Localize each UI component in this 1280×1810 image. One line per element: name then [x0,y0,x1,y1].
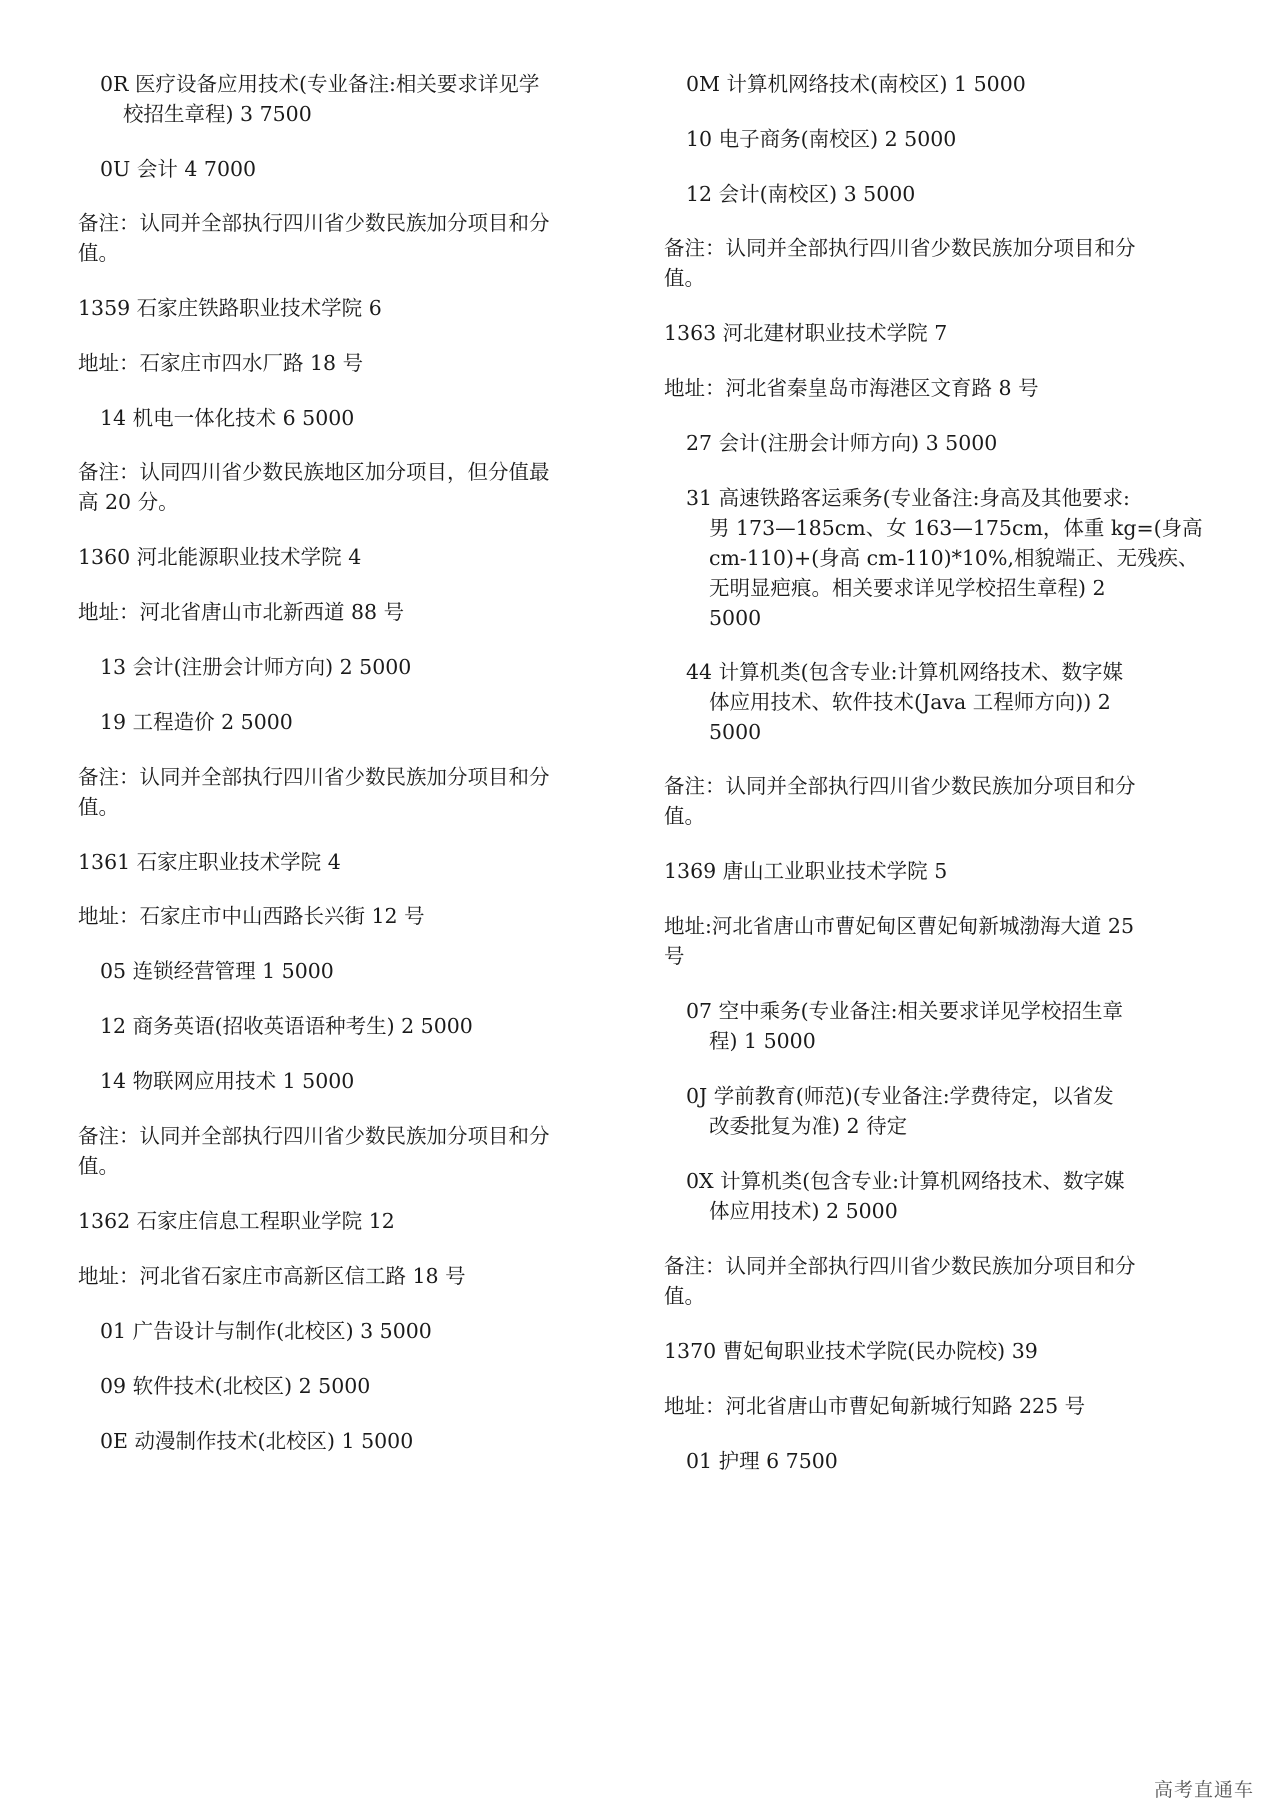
text-line: 值。 [664,266,705,290]
major-entry-line: 0R 医疗设备应用技术(专业备注:相关要求详见学 [100,72,540,96]
text-line: 1361 石家庄职业技术学院 4 [78,850,341,874]
continuation-line: 5000 [709,606,762,630]
text-line: 地址：石家庄市四水厂路 18 号 [78,351,364,375]
text-line: 1370 曹妃甸职业技术学院(民办院校) 39 [664,1339,1038,1363]
continuation-line: 改委批复为准) 2 待定 [709,1114,908,1138]
text-line: 地址：河北省唐山市曹妃甸新城行知路 225 号 [664,1394,1086,1418]
major-entry-line: 10 电子商务(南校区) 2 5000 [686,127,957,151]
text-line: 备注：认同并全部执行四川省少数民族加分项目和分 [664,774,1136,798]
text-line: 备注：认同并全部执行四川省少数民族加分项目和分 [664,1254,1136,1278]
major-entry-line: 01 广告设计与制作(北校区) 3 5000 [100,1319,432,1343]
text-line: 值。 [78,795,119,819]
major-entry-line: 0E 动漫制作技术(北校区) 1 5000 [100,1429,414,1453]
text-line: 高 20 分。 [78,490,179,514]
continuation-line: 男 173—185cm、女 163—175cm，体重 kg=(身高 [709,516,1203,540]
major-entry-line: 12 商务英语(招收英语语种考生) 2 5000 [100,1014,473,1038]
text-line: 1359 石家庄铁路职业技术学院 6 [78,296,382,320]
text-line: 1360 河北能源职业技术学院 4 [78,545,362,569]
text-line: 备注：认同并全部执行四川省少数民族加分项目和分 [664,236,1136,260]
text-line: 备注：认同并全部执行四川省少数民族加分项目和分 [78,1124,550,1148]
major-entry-line: 19 工程造价 2 5000 [100,710,293,734]
major-entry-line: 0M 计算机网络技术(南校区) 1 5000 [686,72,1026,96]
major-entry-line: 14 物联网应用技术 1 5000 [100,1069,355,1093]
continuation-line: cm-110)+(身高 cm-110)*10%,相貌端正、无残疾、 [709,546,1199,570]
continuation-line: 校招生章程) 3 7500 [123,102,312,126]
text-line: 地址：石家庄市中山西路长兴街 12 号 [78,904,425,928]
text-line: 值。 [78,1154,119,1178]
major-entry-line: 13 会计(注册会计师方向) 2 5000 [100,655,412,679]
text-line: 1369 唐山工业职业技术学院 5 [664,859,948,883]
text-line: 1363 河北建材职业技术学院 7 [664,321,948,345]
text-line: 地址：河北省秦皇岛市海港区文育路 8 号 [664,376,1039,400]
major-entry-line: 44 计算机类(包含专业:计算机网络技术、数字媒 [686,660,1124,684]
continuation-line: 体应用技术) 2 5000 [709,1199,898,1223]
text-line: 备注：认同四川省少数民族地区加分项目，但分值最 [78,460,550,484]
major-entry-line: 31 高速铁路客运乘务(专业备注:身高及其他要求: [686,486,1130,510]
major-entry-line: 07 空中乘务(专业备注:相关要求详见学校招生章 [686,999,1124,1023]
major-entry-line: 0X 计算机类(包含专业:计算机网络技术、数字媒 [686,1169,1125,1193]
major-entry-line: 01 护理 6 7500 [686,1449,838,1473]
major-entry-line: 05 连锁经营管理 1 5000 [100,959,334,983]
text-line: 值。 [664,1284,705,1308]
watermark: 高考直通车 [1153,1779,1254,1801]
major-entry-line: 14 机电一体化技术 6 5000 [100,406,355,430]
text-line: 地址：河北省唐山市北新西道 88 号 [78,600,405,624]
major-entry-line: 0J 学前教育(师范)(专业备注:学费待定，以省发 [686,1084,1114,1108]
text-line: 值。 [78,241,119,265]
major-entry-line: 12 会计(南校区) 3 5000 [686,182,916,206]
continuation-line: 程) 1 5000 [709,1029,816,1053]
continuation-line: 5000 [709,720,762,744]
continuation-line: 体应用技术、软件技术(Java 工程师方向)) 2 [709,690,1111,714]
text-line: 地址：河北省石家庄市高新区信工路 18 号 [78,1264,466,1288]
continuation-line: 无明显疤痕。相关要求详见学校招生章程) 2 [709,576,1106,600]
major-entry-line: 09 软件技术(北校区) 2 5000 [100,1374,371,1398]
text-line: 备注：认同并全部执行四川省少数民族加分项目和分 [78,765,550,789]
major-entry-line: 0U 会计 4 7000 [100,157,257,181]
text-line: 值。 [664,804,705,828]
text-line: 地址:河北省唐山市曹妃甸区曹妃甸新城渤海大道 25 [664,914,1135,938]
major-entry-line: 27 会计(注册会计师方向) 3 5000 [686,431,998,455]
text-line: 备注：认同并全部执行四川省少数民族加分项目和分 [78,211,550,235]
text-line: 号 [664,944,685,968]
text-line: 1362 石家庄信息工程职业学院 12 [78,1209,395,1233]
